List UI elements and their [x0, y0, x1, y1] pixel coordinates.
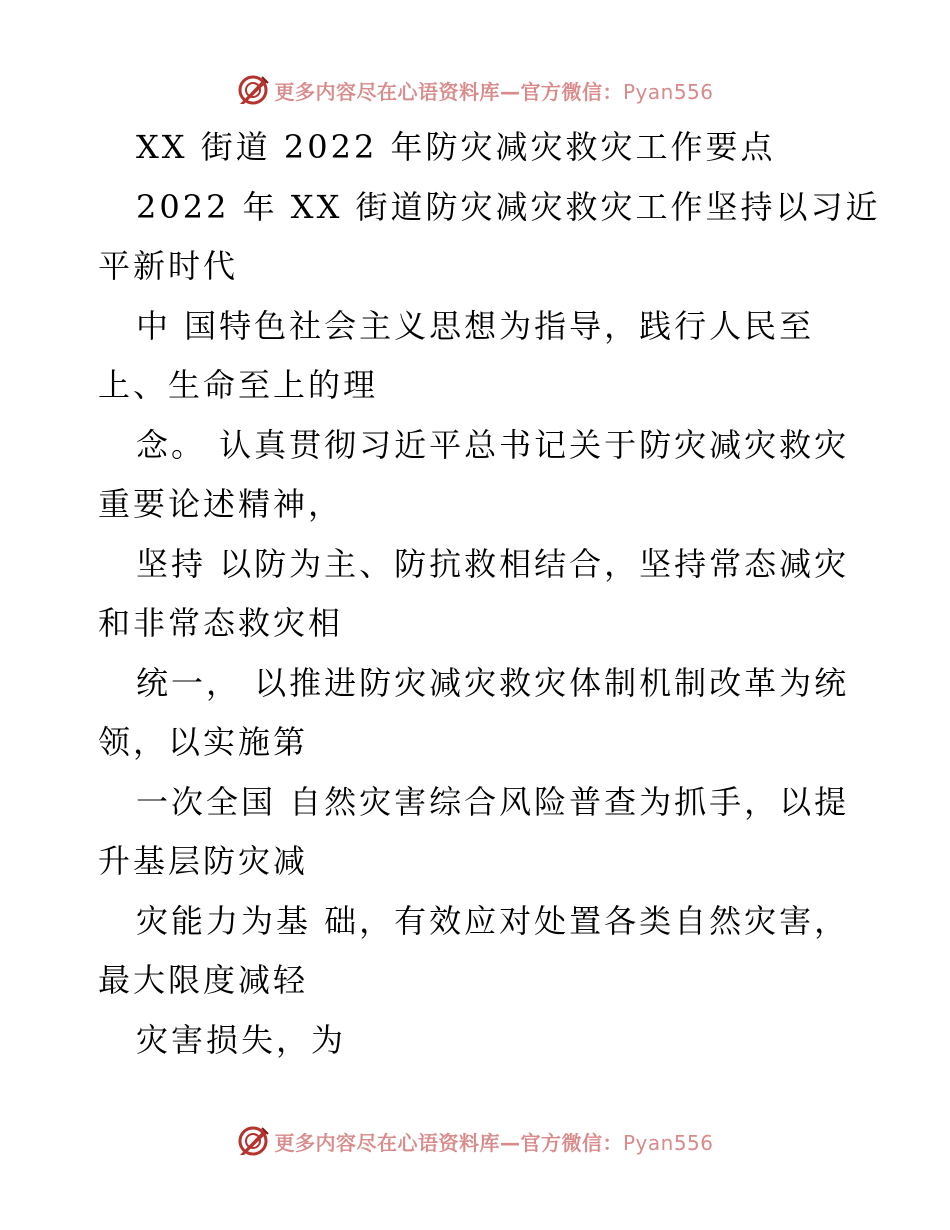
- paragraph-line: 最大限度减轻: [98, 961, 309, 999]
- paragraph-line: 领，以实施第: [98, 723, 309, 761]
- paragraph-line: 一次全国 自然灾害综合风险普查为抓手，以提: [136, 782, 850, 821]
- paragraph-line: 平新时代: [98, 247, 239, 285]
- document-body: [98, 118, 881, 1070]
- banner-slogan: 更多内容尽在心语资料库—官方微信：: [274, 79, 623, 104]
- document-title: XX 街道 2022 年防灾减灾救灾工作要点: [136, 128, 776, 166]
- paragraph-line: 坚持 以防为主、防抗救相结合，坚持常态减灾: [136, 544, 850, 583]
- header-banner: [0, 70, 950, 110]
- paragraph-line: 2022 年 XX 街道防灾减灾救灾工作坚持以习近: [136, 187, 881, 226]
- paragraph-line: 灾害损失，为: [136, 1020, 347, 1059]
- footer-banner: [0, 1121, 950, 1161]
- paragraph-line: 上、生命至上的理: [98, 366, 379, 404]
- paragraph-line: 升基层防灾减: [98, 842, 309, 880]
- paragraph-line: 灾能力为基 础，有效应对处置各类自然灾害，: [136, 901, 850, 940]
- paragraph-line: 中 国特色社会主义思想为指导，践行人民至: [136, 306, 815, 345]
- banner-slogan: 更多内容尽在心语资料库—官方微信：: [274, 1130, 623, 1155]
- quill-logo-icon: [236, 73, 270, 107]
- paragraph-line: 和非常态救灾相: [98, 604, 344, 642]
- quill-logo-icon: [236, 1124, 270, 1158]
- paragraph-line: 统一， 以推进防灾减灾救灾体制机制改革为统: [136, 663, 850, 702]
- wechat-id: Pyan556: [622, 79, 714, 104]
- paragraph-line: 念。 认真贯彻习近平总书记关于防灾减灾救灾: [136, 425, 850, 464]
- paragraph-line: 重要论述精神，: [98, 485, 344, 523]
- wechat-id: Pyan556: [622, 1130, 714, 1155]
